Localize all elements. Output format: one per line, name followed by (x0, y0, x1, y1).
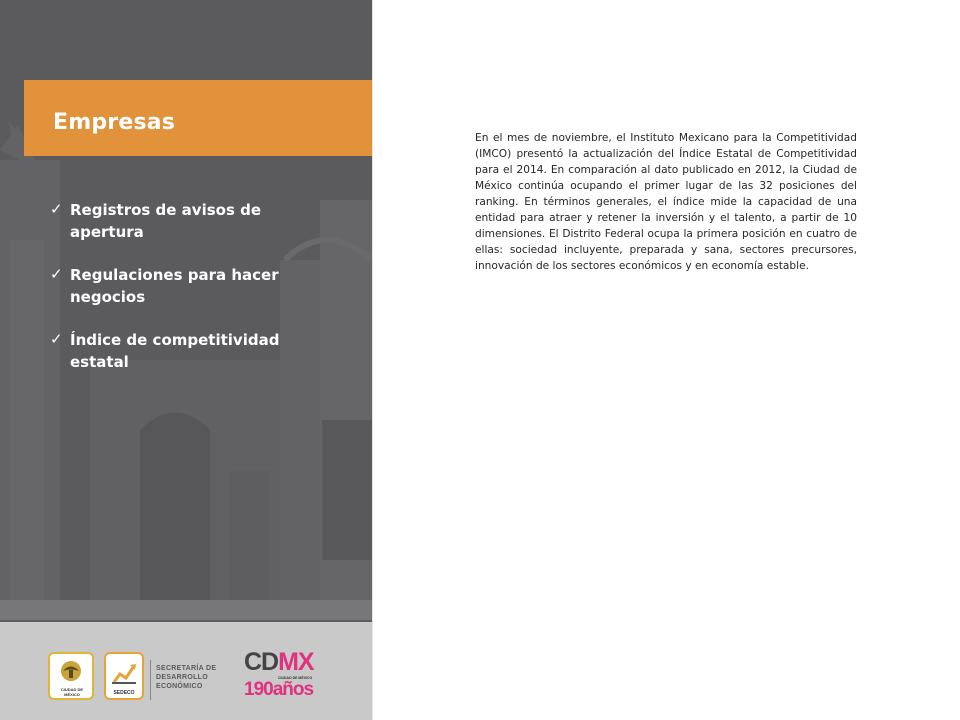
secretaria-line: SECRETARÍA DE (156, 665, 217, 672)
secretaria-text (156, 664, 246, 691)
sedeco-caption: SEDECO (113, 690, 135, 696)
cdmx-cd: CD (244, 648, 279, 676)
logo-separator (150, 660, 151, 700)
sedeco-logo (104, 652, 144, 700)
checkmark-icon: ✓ (50, 331, 63, 348)
cdmx-city-caption: CIUDAD DE MÉXICO (278, 676, 313, 680)
cdmx-anniversary: 190años (244, 679, 314, 700)
panel-divider (372, 0, 373, 720)
sidebar-panel (0, 0, 372, 720)
checklist-item (50, 329, 330, 373)
checklist-item-label: Regulaciones para hacer negocios (70, 266, 279, 306)
body-paragraph: En el mes de noviembre, el Instituto Mexicano para la Competitividad (IMCO) presentó la actualización del Índice Estatal de Competitividad para el 2014. En comparación al dato publicado en 2012, la Ciudad de México continúa ocupando el primer lugar de las 32 posiciones del ranking. En términos generales, el índice mide la capacidad de una entidad para atraer y retener la inversión y el talento, a partir de 10 dimensiones. El Distrito Federal ocupa la primera posición en cuatro de ellas: sociedad incluyente, preparada y sana, sectores precursores, innovación de los sectores económicos y en economía estable. (475, 132, 857, 272)
checkmark-icon: ✓ (50, 201, 63, 218)
checklist-item-label: Índice de competitividad estatal (70, 331, 280, 371)
cdmx-mx: MX (278, 648, 314, 676)
eagle-seal-icon (58, 660, 84, 682)
cdmx-190-logo (244, 648, 334, 700)
secretaria-line: DESARROLLO (156, 674, 208, 681)
checklist-item (50, 264, 330, 308)
secretaria-line: ECONÓMICO (156, 683, 203, 690)
topic-checklist (50, 199, 330, 394)
checklist-item-label: Registros de avisos de apertura (70, 201, 262, 241)
seal-caption: CIUDAD DE MÉXICO (60, 687, 84, 697)
sedeco-chart-icon (106, 656, 142, 688)
cdmx-seal-logo (48, 652, 94, 700)
section-title-bar (24, 80, 372, 156)
cdmx-wordmark (244, 648, 314, 677)
section-title: Empresas (53, 110, 176, 135)
checklist-item (50, 199, 330, 243)
checkmark-icon: ✓ (50, 266, 63, 283)
